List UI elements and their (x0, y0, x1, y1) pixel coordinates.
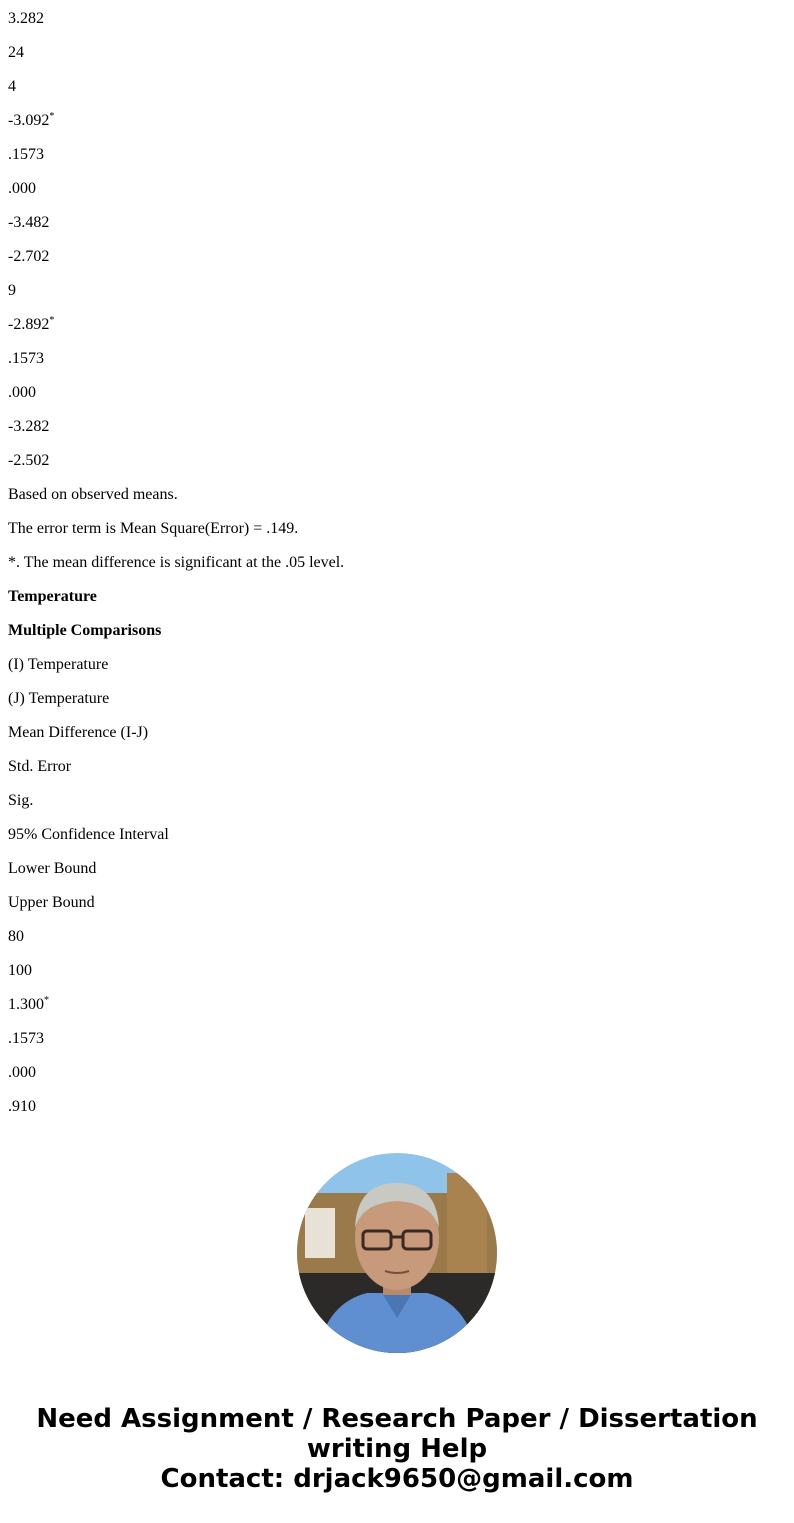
text-line (8, 68, 788, 102)
line-text: 1.300 (8, 996, 44, 1013)
line-text: (I) Temperature (8, 656, 109, 673)
text-line (8, 714, 788, 748)
footer-line-2: writing Help (306, 1434, 488, 1464)
line-text: 100 (8, 962, 32, 979)
text-line (8, 816, 788, 850)
promo-footer (0, 1404, 794, 1494)
line-text: Temperature (8, 588, 97, 605)
text-line (8, 510, 788, 544)
footer-line-1: Need Assignment / Research Paper / Dissertation (36, 1404, 758, 1434)
text-line (8, 204, 788, 238)
text-line (8, 646, 788, 680)
text-line (8, 986, 788, 1020)
text-line (8, 340, 788, 374)
significance-marker: * (44, 995, 49, 1006)
line-text: Sig. (8, 792, 34, 809)
text-line (8, 850, 788, 884)
text-line (8, 918, 788, 952)
section-heading (8, 612, 788, 646)
line-text: -2.702 (8, 248, 50, 265)
text-line (8, 1054, 788, 1088)
line-text: 80 (8, 928, 24, 945)
line-text: .000 (8, 1064, 36, 1081)
text-line (8, 544, 788, 578)
line-text: Mean Difference (I-J) (8, 724, 149, 741)
text-line (8, 0, 788, 34)
text-line (8, 782, 788, 816)
line-text: .000 (8, 180, 36, 197)
line-text: .1573 (8, 1030, 44, 1047)
line-text: -2.892 (8, 316, 50, 333)
line-text: Upper Bound (8, 894, 95, 911)
text-line (8, 374, 788, 408)
text-line (8, 136, 788, 170)
line-text: -3.482 (8, 214, 50, 231)
text-line (8, 170, 788, 204)
line-text: 24 (8, 44, 24, 61)
text-line (8, 408, 788, 442)
line-text: -2.502 (8, 452, 50, 469)
text-line (8, 476, 788, 510)
section-heading (8, 578, 788, 612)
significance-marker: * (49, 111, 55, 122)
line-text: .1573 (8, 146, 44, 163)
text-line (8, 102, 788, 136)
text-line (8, 1088, 788, 1122)
line-text: Multiple Comparisons (8, 622, 162, 639)
text-line (8, 442, 788, 476)
line-text: .1573 (8, 350, 44, 367)
text-line (8, 952, 788, 986)
line-text: .910 (8, 1098, 36, 1115)
significance-marker: * (49, 315, 55, 326)
line-text: *. The mean difference is significant at the .05 level. (8, 554, 345, 571)
text-line (8, 34, 788, 68)
line-text: Lower Bound (8, 860, 97, 877)
document-body (8, 0, 788, 1122)
line-text: .000 (8, 384, 36, 401)
text-line (8, 238, 788, 272)
line-text: -3.092 (8, 112, 50, 129)
text-line (8, 748, 788, 782)
line-text: 4 (8, 78, 16, 95)
text-line (8, 1020, 788, 1054)
text-line (8, 680, 788, 714)
contact-line: Contact: drjack9650@gmail.com (160, 1464, 634, 1494)
line-text: The error term is Mean Square(Error) = .149. (8, 520, 299, 537)
text-line (8, 272, 788, 306)
line-text: Based on observed means. (8, 486, 178, 503)
line-text: 9 (8, 282, 16, 299)
line-text: 95% Confidence Interval (8, 826, 169, 843)
text-line (8, 884, 788, 918)
line-text: -3.282 (8, 418, 50, 435)
line-text: (J) Temperature (8, 690, 110, 707)
text-line (8, 306, 788, 340)
author-avatar (297, 1153, 497, 1353)
person-photo-icon (297, 1153, 497, 1353)
line-text: 3.282 (8, 10, 44, 27)
line-text: Std. Error (8, 758, 72, 775)
